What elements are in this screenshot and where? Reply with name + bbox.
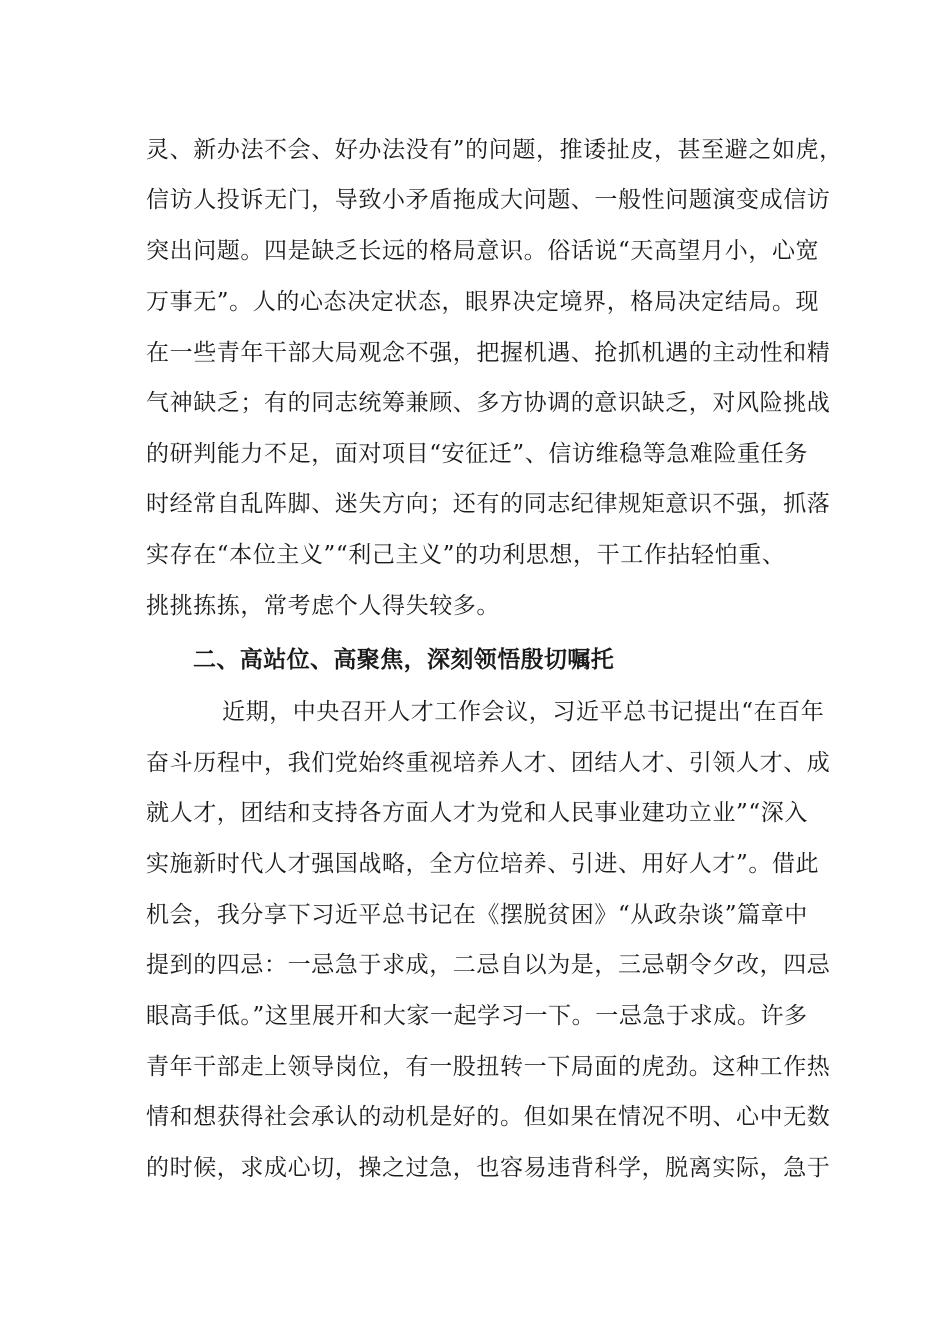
paragraph-line: 就人才，团结和支持各方面人才为党和人民事业建功立业”“深入 — [146, 800, 808, 826]
paragraph-line: 万事无”。人的心态决定状态，眼界决定境界，格局决定结局。现 — [146, 289, 820, 315]
paragraph-line: 的研判能力不足，面对项目“安征迁”、信访维稳等急难险重任务 — [146, 441, 808, 467]
paragraph-line: 信访人投诉无门，导致小矛盾拖成大问题、一般性问题演变成信访 — [146, 187, 831, 213]
paragraph-line: 眼高手低。”这里展开和大家一起学习一下。一忌急于求成。许多 — [146, 1003, 808, 1029]
paragraph-line: 气神缺乏；有的同志统筹兼顾、多方协调的意识缺乏，对风险挑战 — [146, 390, 831, 416]
paragraph-line: 在一些青年干部大局观念不强，把握机遇、抢抓机遇的主动性和精 — [146, 340, 831, 366]
paragraph-line: 提到的四忌：一忌急于求成，二忌自以为是，三忌朝令夕改，四忌 — [146, 952, 831, 978]
paragraph-line: 近期，中央召开人才工作会议，习近平总书记提出“在百年 — [222, 699, 825, 725]
paragraph-line: 突出问题。四是缺乏长远的格局意识。俗话说“天高望月小，心宽 — [146, 238, 820, 264]
paragraph-line: 实施新时代人才强国战略，全方位培养、引进、用好人才”。借此 — [146, 851, 820, 877]
paragraph-line: 青年干部走上领导岗位，有一股扭转一下局面的虎劲。这种工作热 — [146, 1054, 831, 1080]
paragraph-line: 挑挑拣拣，常考虑个人得失较多。 — [146, 593, 500, 619]
paragraph-line: 机会，我分享下习近平总书记在《摆脱贫困》“从政杂谈”篇章中 — [146, 902, 808, 928]
section-heading: 二、高站位、高聚焦，深刻领悟殷切嘱托 — [193, 647, 615, 673]
paragraph-line: 奋斗历程中，我们党始终重视培养人才、团结人才、引领人才、成 — [146, 750, 831, 776]
paragraph-line: 时经常自乱阵脚、迷失方向；还有的同志纪律规矩意识不强，抓落 — [146, 491, 831, 517]
paragraph-line: 实存在“本位主义”“利己主义”的功利思想，干工作拈轻怕重、 — [146, 542, 786, 568]
paragraph-line: 灵、新办法不会、好办法没有”的问题，推诿扯皮，甚至避之如虎， — [146, 137, 843, 163]
paragraph-line: 的时候，求成心切，操之过急，也容易违背科学，脱离实际，急于 — [146, 1155, 831, 1181]
paragraph-line: 情和想获得社会承认的动机是好的。但如果在情况不明、心中无数 — [146, 1104, 831, 1130]
